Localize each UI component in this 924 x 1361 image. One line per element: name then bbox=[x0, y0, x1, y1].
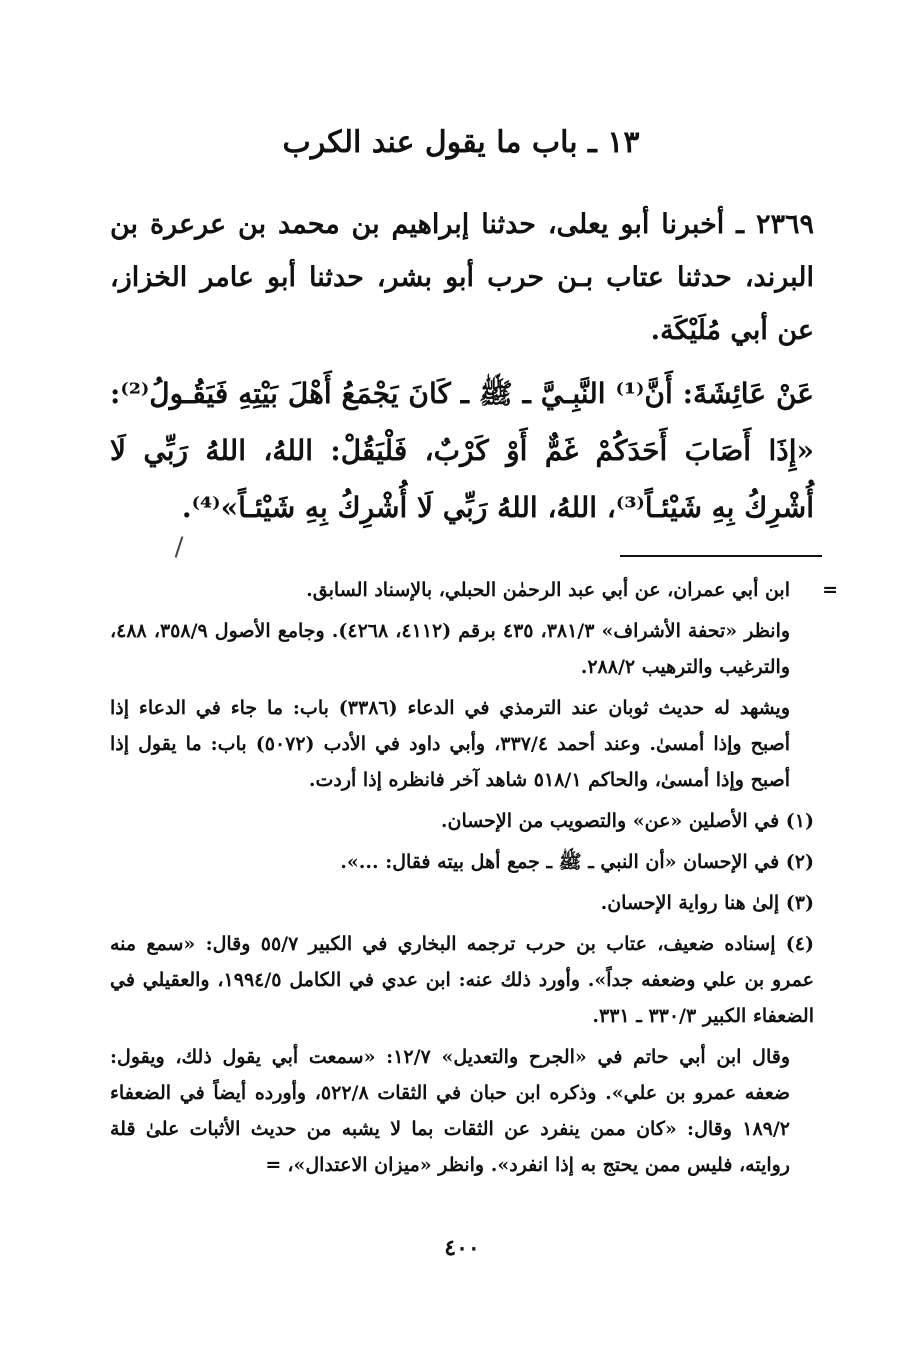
footnote-3: (٣) إلىٰ هنا رواية الإحسان. bbox=[600, 892, 814, 914]
footnote-continuation-2: وانظر «تحفة الأشراف» ٣٨١/٣، ٤٣٥ برقم (٤١١٢، ٤٢٦٨). وجامع الأصول ٣٥٨/٩، ٤٨٨، والترغيب والترهيب ٢٨٨/٢. bbox=[110, 620, 791, 678]
hadith-matn: عَنْ عَائِشَةَ: أَنَّ⁽¹⁾ النَّبِـيَّ ـ ﷺ ـ كَانَ يَجْمَعُ أَهْلَ بَيْتِهِ فَيَقُـولُ⁽²⁾: «إِذَا أَصَابَ أَحَدَكُمْ غَمٌّ أَوْ كَرْبٌ، فَلْيَقُلْ: اللهُ، اللهُ رَبِّي لَا أُشْرِكُ بِهِ شَيْئـاً⁽³⁾، اللهُ، اللهُ رَبِّي لَا أُشْرِكُ بِهِ شَيْئـاً»⁽⁴⁾. bbox=[110, 377, 814, 524]
footnote-4-continued: وقال ابن أبي حاتم في «الجرح والتعديل» ١٢/٧: «سمعت أبي يقول ذلك، ويقول: ضعفه عمرو بن علي». وذكره ابن حبان في الثقات ٥٢٢/٨، وأورده أيضاً في الضعفاء ١٨٩/٢ وقال: «كان ممن ينفرد عن الثقات بما لا يشبه من حديث الأثبات علىٰ قلة روايته، فليس ممن يحتج به إذا انفرد». وانظر «ميزان الاعتدال»،= bbox=[110, 1039, 814, 1183]
hadith-isnad bbox=[110, 198, 814, 357]
footnote-continuation-1: = ابن أبي عمران، عن أبي عبد الرحمٰن الحبلي، بالإسناد السابق. bbox=[110, 572, 814, 608]
footnote-2: (٢) في الإحسان «أن النبي ـ ﷺ ـ جمع أهل بيته فقال: ...». bbox=[340, 851, 814, 873]
page-number: ٤٠٠ bbox=[444, 1235, 480, 1261]
footnote-continuation-3: ويشهد له حديث ثوبان عند الترمذي في الدعاء (٣٣٨٦) باب: ما جاء في الدعاء إذا أصبح وإذا أمسىٰ. وعند أحمد ٣٣٧/٤، وأبي داود في الأدب (٥٠٧٢) باب: ما يقول إذا أصبح وإذا أمسىٰ، والحاكم ٥١٨/١ شاهد آخر فانظره إذا أردت. bbox=[110, 697, 790, 791]
continues-next-page-marker: = bbox=[265, 1154, 282, 1176]
continuation-marker: = bbox=[822, 579, 838, 601]
footnotes bbox=[110, 572, 838, 1188]
footnote-1: (١) في الأصلين «عن» والتصويب من الإحسان. bbox=[440, 810, 814, 832]
isnad-text: ـ أخبرنا أبو يعلى، حدثنا إبراهيم بن محمد بن عرعرة بن البرند، حدثنا عتاب بـن حرب أبو بشر، حدثنا أبو عامر الخزاز، عن أبي مُلَيْكَة. bbox=[110, 209, 814, 346]
footnote-divider bbox=[620, 555, 822, 557]
stray-pen-mark bbox=[175, 536, 184, 558]
footnote-4: (٤) إسناده ضعيف، عتاب بن حرب ترجمه البخاري في الكبير ٥٥/٧ وقال: «سمع منه عمرو بن علي وضعفه جداً». وأورد ذلك عنه: ابن عدي في الكامل ١٩٩٤/٥، والعقيلي في الضعفاء الكبير ٣٣٠/٣ ـ ٣٣١. bbox=[110, 933, 814, 1027]
chapter-title: ١٣ ـ باب ما يقول عند الكرب bbox=[282, 125, 640, 160]
hadith-number: ٢٣٦٩ bbox=[755, 209, 814, 240]
